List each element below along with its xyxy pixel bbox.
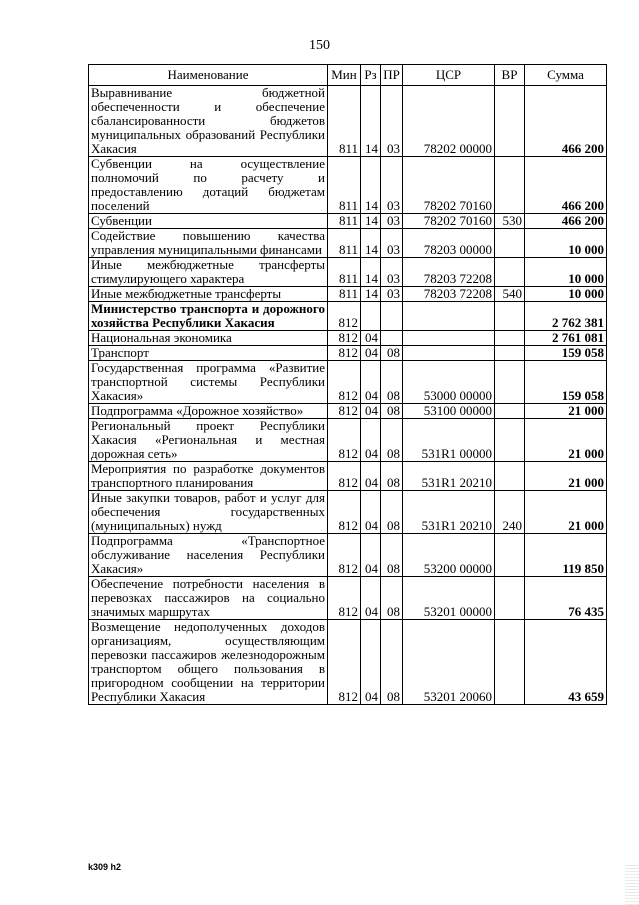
cell-vr	[495, 404, 525, 419]
table-row	[89, 462, 607, 491]
table-row	[89, 620, 607, 705]
cell-pr: 08	[381, 346, 403, 361]
cell-sum: 2 761 081	[525, 331, 607, 346]
cell-rz: 04	[361, 491, 381, 534]
header-rz: Рз	[361, 65, 381, 86]
cell-min: 811	[328, 86, 361, 157]
cell-rz: 14	[361, 157, 381, 214]
cell-min: 812	[328, 534, 361, 577]
cell-vr	[495, 157, 525, 214]
cell-csr: 53201 00000	[403, 577, 495, 620]
cell-csr	[403, 302, 495, 331]
table-row	[89, 258, 607, 287]
cell-sum: 466 200	[525, 214, 607, 229]
cell-sum: 10 000	[525, 287, 607, 302]
table-row	[89, 302, 607, 331]
cell-vr	[495, 361, 525, 404]
cell-pr: 03	[381, 287, 403, 302]
cell-pr: 08	[381, 361, 403, 404]
cell-rz: 14	[361, 229, 381, 258]
cell-sum: 119 850	[525, 534, 607, 577]
cell-csr	[403, 331, 495, 346]
cell-sum: 21 000	[525, 404, 607, 419]
cell-csr: 53100 00000	[403, 404, 495, 419]
cell-name: Обеспечение потребности населения в перевозках пассажиров на социально значимых маршрутах	[89, 577, 328, 620]
cell-vr	[495, 620, 525, 705]
cell-pr: 03	[381, 157, 403, 214]
cell-vr	[495, 258, 525, 287]
cell-pr: 03	[381, 258, 403, 287]
cell-csr: 53000 00000	[403, 361, 495, 404]
cell-sum: 10 000	[525, 258, 607, 287]
header-sum: Сумма	[525, 65, 607, 86]
cell-sum: 466 200	[525, 157, 607, 214]
cell-rz	[361, 302, 381, 331]
cell-rz: 14	[361, 287, 381, 302]
cell-sum: 76 435	[525, 577, 607, 620]
header-vr: ВР	[495, 65, 525, 86]
cell-rz: 04	[361, 534, 381, 577]
budget-table-body	[89, 86, 607, 705]
cell-min: 811	[328, 157, 361, 214]
cell-name: Выравнивание бюджетной обеспеченности и обеспечение сбалансированности бюджетов муниципальных образований Республики Хакасия	[89, 86, 328, 157]
cell-pr	[381, 331, 403, 346]
cell-sum: 21 000	[525, 462, 607, 491]
cell-vr	[495, 331, 525, 346]
cell-vr	[495, 462, 525, 491]
cell-name: Субвенции на осуществление полномочий по расчету и предоставлению дотаций бюджетам поселений	[89, 157, 328, 214]
cell-vr	[495, 86, 525, 157]
cell-min: 812	[328, 361, 361, 404]
table-row	[89, 361, 607, 404]
cell-sum: 159 058	[525, 346, 607, 361]
cell-name: Подпрограмма «Дорожное хозяйство»	[89, 404, 328, 419]
table-row	[89, 157, 607, 214]
cell-name: Подпрограмма «Транспортное обслуживание населения Республики Хакасия»	[89, 534, 328, 577]
scan-edge-noise	[625, 865, 639, 905]
cell-csr: 78202 00000	[403, 86, 495, 157]
cell-name: Возмещение недополученных доходов организациям, осуществляющим перевозки пассажиров железнодорожным транспортом общего пользования в пригородном сообщении на территории Республики Хакасия	[89, 620, 328, 705]
cell-vr	[495, 346, 525, 361]
cell-name: Национальная экономика	[89, 331, 328, 346]
cell-sum: 2 762 381	[525, 302, 607, 331]
page-number: 150	[309, 38, 330, 53]
cell-name: Содействие повышению качества управления муниципальными финансами	[89, 229, 328, 258]
cell-name: Субвенции	[89, 214, 328, 229]
cell-rz: 04	[361, 462, 381, 491]
header-csr: ЦСР	[403, 65, 495, 86]
cell-rz: 04	[361, 404, 381, 419]
cell-sum: 159 058	[525, 361, 607, 404]
cell-vr: 540	[495, 287, 525, 302]
table-row	[89, 534, 607, 577]
budget-table	[88, 64, 607, 705]
cell-name: Региональный проект Республики Хакасия «Региональная и местная дорожная сеть»	[89, 419, 328, 462]
cell-pr: 08	[381, 620, 403, 705]
table-row	[89, 491, 607, 534]
cell-min: 812	[328, 577, 361, 620]
cell-min: 811	[328, 287, 361, 302]
cell-rz: 04	[361, 346, 381, 361]
table-row	[89, 346, 607, 361]
cell-min: 812	[328, 404, 361, 419]
cell-pr: 08	[381, 491, 403, 534]
cell-rz: 04	[361, 331, 381, 346]
cell-vr	[495, 229, 525, 258]
cell-name: Транспорт	[89, 346, 328, 361]
cell-rz: 04	[361, 361, 381, 404]
cell-pr: 03	[381, 229, 403, 258]
cell-sum: 466 200	[525, 86, 607, 157]
table-header-row	[89, 65, 607, 86]
table-row	[89, 86, 607, 157]
table-row	[89, 287, 607, 302]
cell-vr: 530	[495, 214, 525, 229]
cell-sum: 10 000	[525, 229, 607, 258]
table-row	[89, 419, 607, 462]
cell-pr: 03	[381, 214, 403, 229]
cell-vr	[495, 419, 525, 462]
table-row	[89, 229, 607, 258]
cell-rz: 14	[361, 86, 381, 157]
cell-sum: 21 000	[525, 491, 607, 534]
cell-min: 812	[328, 491, 361, 534]
cell-name: Мероприятия по разработке документов транспортного планирования	[89, 462, 328, 491]
table-row	[89, 331, 607, 346]
footer-code: k309 h2	[88, 862, 122, 872]
header-pr: ПР	[381, 65, 403, 86]
cell-pr: 08	[381, 404, 403, 419]
cell-csr	[403, 346, 495, 361]
cell-csr: 531R1 00000	[403, 419, 495, 462]
cell-rz: 14	[361, 258, 381, 287]
cell-csr: 531R1 20210	[403, 491, 495, 534]
header-min: Мин	[328, 65, 361, 86]
cell-csr: 78203 72208	[403, 258, 495, 287]
cell-min: 811	[328, 229, 361, 258]
cell-name: Государственная программа «Развитие транспортной системы Республики Хакасия»	[89, 361, 328, 404]
cell-csr: 53200 00000	[403, 534, 495, 577]
cell-min: 812	[328, 302, 361, 331]
table-row	[89, 214, 607, 229]
cell-csr: 53201 20060	[403, 620, 495, 705]
cell-name: Иные межбюджетные трансферты стимулирующего характера	[89, 258, 328, 287]
cell-csr: 531R1 20210	[403, 462, 495, 491]
cell-csr: 78203 72208	[403, 287, 495, 302]
cell-csr: 78203 00000	[403, 229, 495, 258]
cell-vr	[495, 534, 525, 577]
cell-pr: 03	[381, 86, 403, 157]
cell-name: Иные межбюджетные трансферты	[89, 287, 328, 302]
cell-vr: 240	[495, 491, 525, 534]
cell-csr: 78202 70160	[403, 157, 495, 214]
table-row	[89, 404, 607, 419]
cell-min: 812	[328, 419, 361, 462]
cell-name: Министерство транспорта и дорожного хозяйства Республики Хакасия	[89, 302, 328, 331]
cell-min: 812	[328, 620, 361, 705]
cell-rz: 04	[361, 419, 381, 462]
cell-rz: 14	[361, 214, 381, 229]
cell-pr	[381, 302, 403, 331]
cell-pr: 08	[381, 534, 403, 577]
cell-min: 811	[328, 258, 361, 287]
cell-name: Иные закупки товаров, работ и услуг для обеспечения государственных (муниципальных) нужд	[89, 491, 328, 534]
cell-csr: 78202 70160	[403, 214, 495, 229]
cell-min: 812	[328, 346, 361, 361]
table-row	[89, 577, 607, 620]
cell-sum: 21 000	[525, 419, 607, 462]
cell-pr: 08	[381, 577, 403, 620]
header-name: Наименование	[89, 65, 328, 86]
cell-min: 812	[328, 331, 361, 346]
cell-sum: 43 659	[525, 620, 607, 705]
cell-vr	[495, 302, 525, 331]
cell-rz: 04	[361, 577, 381, 620]
cell-rz: 04	[361, 620, 381, 705]
cell-vr	[495, 577, 525, 620]
cell-pr: 08	[381, 419, 403, 462]
cell-min: 811	[328, 214, 361, 229]
cell-pr: 08	[381, 462, 403, 491]
cell-min: 812	[328, 462, 361, 491]
